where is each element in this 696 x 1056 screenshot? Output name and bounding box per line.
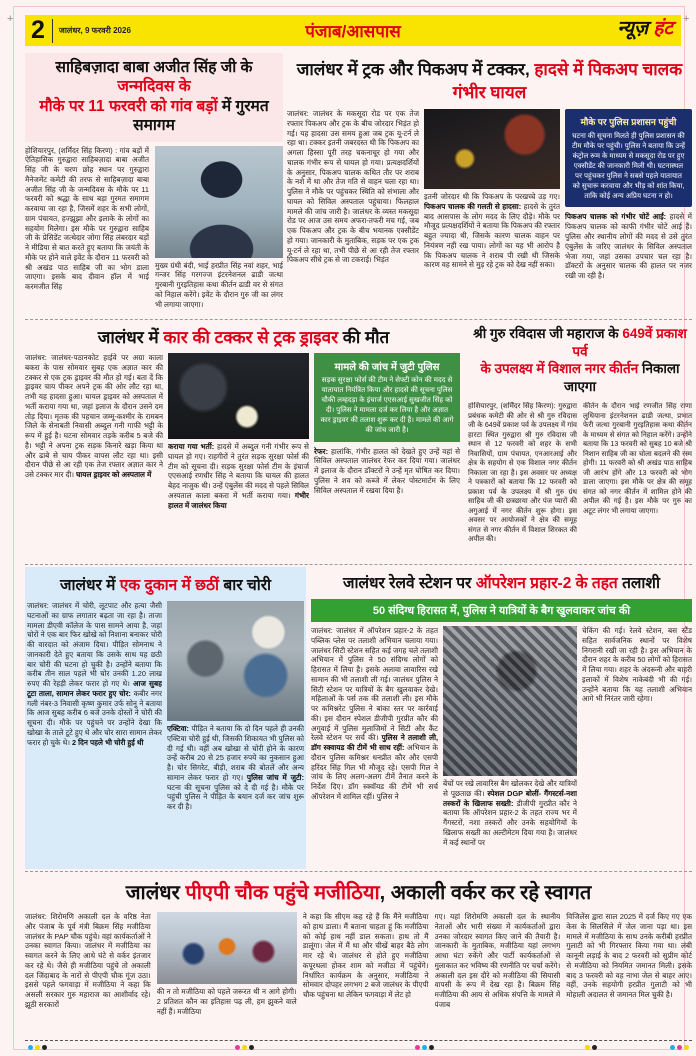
a1-headline-black-2: में गुरमत समागम	[133, 97, 269, 135]
a2-headline-red: हादसे में पिकअप चालक गंभीर घायल	[452, 60, 683, 102]
article-shop-theft	[25, 567, 306, 869]
article-gurmat-samagam	[25, 53, 283, 317]
a1-headline-red-2: मौके पर 11 फरवरी को गांव बड़ों	[39, 97, 222, 115]
registration-marks	[415, 1045, 434, 1050]
a1-body-col2: मुख्य ग्रंथी बंदी, भाई हरप्रीत सिंह नवां शहर, भाई गन्जर सिंह गरगज्ज इंटरनेशनल ढाडी जत्था गुरबानी गुरइतिहास कथा कीर्तन ढाडी वर से संगत को निहाल करेंगे। इवेंट के दौरान गुरु जी का लंगर भी लगाया जाएगा।	[155, 260, 283, 309]
crop-mark-icon: +	[7, 13, 14, 25]
a2-col2-intro: इतनी जोरदार थी कि पिकअप के परखच्चे उड़ गए।	[424, 192, 560, 201]
a7-body-col5: विजिलेंस द्वारा साल 2025 में दर्ज किए गए एक केस के सिलसिले में जेल जाना पड़ा था। इस मामले में मजीठिया के साथ उनके करीबी हरप्रीत गुलाटी को भी गिरफ्तार किया गया था। लंबी कानूनी लड़ाई के बाद 2 फरवरी को सुप्रीम कोर्ट से मजीठिया को नियमित जमानत मिली। इसके बाद 3 फरवरी को वह नाभा जेल से बाहर आए। वहीं, उनके सहयोगी हरप्रीत गुलाटी को भी मोहाली अदालत से जमानत मिल चुकी है।	[566, 912, 692, 1000]
separator	[25, 564, 692, 565]
a3-col1-text: जालंधर: जालंधर-पठानकोट हाईवे पर अग्रा काला बकरा के पास सोमवार सुबह एक अज्ञात कार की टक्कर से एक ट्रक ड्राइवर की मौत हो गई। बता दें कि ड्राइवर चाय पीकर अपने ट्रक की ओर लौट रहा था, तभी यह हादसा हुआ। घायल ड्राइवर को अस्पताल में भर्ती कराया गया था, जहां इलाज के दौरान उसने दम तोड़ दिया। मृतक की पहचान जम्मू-कश्मीर के रामबन जिले के सेनाबती निवासी अब्दुल गनी गाफी भट्टी के रूप में हुई है। घटना सोमवार तड़के करीब 5 बजे की है। भट्टी ने अपना ट्रक सड़क किनारे खड़ा किया था और ढाबे से चाय पीकर वापस लौट रहा था। इसी दौरान पीछे से आ रही एक तेज रफ्तार अज्ञात कार ने उसे टक्कर मार दी।	[25, 353, 163, 480]
a5-headline-black-2: बार चोरी	[219, 577, 272, 594]
a7-headline-black-2: , अकाली वर्कर कर रहे स्वागत	[379, 882, 592, 904]
a2-body-col2	[424, 192, 560, 317]
a4-headline	[468, 322, 692, 400]
a5-headline-black-1: जालंधर में	[59, 577, 120, 594]
a3-investigation-box-text: सड़क सुरक्षा फोर्स की टीम ने सेफ्टी कोन की मदद से यातायात नियंत्रित किया और हादसे की सूचना पुलिस चौकी लम्हदड़ा के इंचार्ज एएसआई सुखजीत सिंह को दी। पुलिस ने मामला दर्ज कर लिया है और अज्ञात कार ड्राइवर की तलाश शुरू कर दी है। मामले की आगे की जांच जारी है।	[320, 376, 454, 434]
masthead-logo	[617, 18, 673, 41]
article-majithia-pap-chowk	[25, 874, 692, 1038]
dateline: जालंधर, 9 फरवरी 2026	[58, 26, 131, 35]
a5-col2-text-2: घटना की सूचना पुलिस को दे दी गई है। मौके पर पहुंची पुलिस ने पीड़ित के बयान दर्ज कर जांच शुरू कर दी है।	[167, 782, 304, 812]
registration-marks	[28, 1045, 47, 1050]
a2-body-col1: जालंधर: जालंधर के मकसूदा रोड पर एक तेज रफ्तार पिकअप और ट्रक के बीच जोरदार भिड़ंत हो गई। यह हादसा उस समय हुआ जब ट्रक यू-टर्न ले रहा था। टक्कर इतनी जबरदस्त थी कि पिकअप का अगला हिस्सा पूरी तरह चकनाचूर हो गया और चालक गंभीर रूप से घायल हो गया। प्रत्यक्षदर्शियों के अनुसार, पिकअप चालक कथित तौर पर शराब के नशे में था और तेज गति से वाहन चला रहा था। पुलिस ने मौके पर पहुंचकर स्थिति को संभाला और घायल को सिविल अस्पताल पहुंचाया। फिलहाल मामले की जांच जारी है। जालंधर के व्यस्त मकसूदा रोड पर आज उस समय अफरा-तफरी मच गई, जब एक पिकअप और ट्रक के बीच भयानक एक्सीडेंट हो गया। जानकारी के मुताबिक, सड़क पर एक ट्रक यू-टर्न ले रहा था, तभी पीछे से आ रही तेज रफ्तार पिकअप सीधे ट्रक से जा टकराई। भिड़ंत	[287, 109, 419, 265]
registration-marks	[585, 1045, 597, 1050]
a5-photo-people	[167, 601, 304, 721]
a3-col2-subhead-1: कराया गया भर्ती:	[168, 442, 215, 451]
a2-police-box	[565, 109, 692, 207]
a1-headline-black-1: साहिबज़ादा बाबा अजीत सिंह जी के	[55, 59, 253, 76]
a7-body-col1: जालंधर: शिरोमणि अकाली दल के वरिष्ठ नेता और पंजाब के पूर्व मंत्री बिक्रम सिंह मजीठिया जालंधर के PAP चौक पहुंचे। वहां कार्यकर्ताओं ने उनका स्वागत किया। जालंधर में मजीठिया का स्वागत करने के लिए आधे घंटे से वर्कर इंतजार कर रहे थे। जैसे ही मजीठिया पहुंचे तो अकाली दल जिंदाबाद के नारों से पीएपी चौक गूंज उठा। इससे पहले फगवाड़ा में मजीठिया ने कहा कि असली सरकार गुरु महाराज का आशीर्वाद रहे। झूठी सरकारों	[25, 912, 151, 1009]
a6-col1-text-2: अभियान के दौरान पुलिस कमिश्नर धनप्रीत कौर और एसपी हरिंदर सिंह गिल भी मौजूद रहे। एसपी गिल ने जांच के लिए अलग-अलग टीमें तैनात करने के निर्देश दिए। डॉग स्क्वॉयड की टीमें भी सर्च ऑपरेशन में शामिल रहीं। पुलिस ने	[311, 743, 438, 802]
a3-headline	[25, 322, 462, 353]
a1-body-col1: होशियारपुर, (शर्मिंदर सिंह किरण) : गांव बड़ों में ऐतिहासिक गुरुद्वारा साहिबज़ादा बाबा अजीत सिंह जी के चरण छोह स्थान पर गुरुद्वारा मैनेजमेंट कमेटी की तरफ से साहिबज़ादा बाबा अजीत सिंह जी के जन्मदिवस के मौके पर 11 फरवरी को श्रद्धा के साथ बड़ा गुरमत समागम करवाया जा रहा है, जिसमें शहर के सभी लोगों, ग्राम पंचायत, हज्झूझा और इलाके के लोगों का सहयोग मिलेगा। इस मौके पर गुरुद्वारा साहिब जी के प्रेसिडेंट जत्थेदार जोगा सिंह लंबरदार बड़ों ने मीडिया से बात करते हुए बताया कि जयंती के मौके पर होने वाले इवेंट के दौरान 11 फरवरी को श्री अखंड पाठ साहिब जी का भोग डाला जाएगा। इसके बाद दीवान हॉल में भाई करमजीत सिंह	[25, 145, 149, 292]
a3-investigation-box	[314, 353, 460, 442]
a5-body-col1	[27, 601, 162, 863]
a1-photo-sikh-man	[155, 146, 283, 258]
a4-headline-black-1: श्री गुरु रविदास जी महाराज के	[473, 326, 623, 341]
a3-body-col2	[168, 442, 309, 554]
a7-headline-red: पीएपी चौक पहुंचे मजीठिया	[185, 882, 380, 904]
a3-photo-night-scene	[168, 353, 309, 439]
a5-col2-subhead-1: एक्टिवा:	[167, 724, 189, 733]
article-operation-prahar	[311, 567, 692, 869]
a4-headline-black-2: निकाला जाएगा	[563, 361, 680, 394]
a5-col2-subhead-2: पुलिस जांच में जुटी:	[246, 772, 304, 782]
masthead-word-red: हंट	[653, 18, 673, 39]
a6-col2-text-1: बेंचों पर रखे लावारिस बैग खोलकर देखे और यात्रियों से पूछताछ की।	[443, 779, 577, 798]
a4-headline-red-2: के उपलक्ष्य में विशाल नगर कीर्तन	[480, 361, 642, 377]
page-number: 2	[31, 16, 45, 44]
a3-body-col3	[314, 447, 460, 531]
a7-body-caption: की न तो मजीठिया को पहले जरूरत थी न आगे होगी। 2 प्रतिशत कौन का इतिहास पढ़ ली, हम झुकने वाले नहीं हैं। मजीठिया	[156, 987, 297, 1016]
a6-headline-black-1: जालंधर रेलवे स्टेशन पर	[342, 575, 476, 592]
a3-headline-black-1: जालंधर में	[97, 328, 164, 347]
a3-col3-subhead: रेफर:	[314, 446, 329, 456]
a2-body-col3	[565, 212, 692, 308]
a1-headline-red-1: जन्मदिवस के	[117, 78, 191, 96]
a2-headline-black: जालंधर में ट्रक और पिकअप में टक्कर,	[296, 60, 535, 79]
a5-body-col2	[167, 724, 304, 862]
a3-col2-text: हादसे में अब्दुल गनी गंभीर रूप से घायल हो गए। राहगीरों ने तुरंत सड़क सुरक्षा फोर्स की टीम को सूचना दी। सड़क सुरक्षा फोर्स टीम के इंचार्ज एएसआई रणधीर सिंह ने बताया कि घायल की हालत बेहद नाजुक थी। उन्हें एंबुलेंस की मदद से पहले सिविल अस्पताल काला बकरा में भर्ती कराया गया।	[168, 442, 309, 500]
a7-body-col3: ने कहा कि सीएम कह रहे हैं कि मैंने मजीठिया को हाथ डाला। मैं बताना चाहता हूं कि मजीठिया को कोई हाथ नहीं डाल सकता। हाथ तो मैं डालूंगा। जेल में मैं था और चीखें बाहर बैठे लोग मार रहे थे। जालंधर से होते हुए मजीठिया कपूरथला होकर शाम को मजीठा में पहुंचेंगे। निर्धारित कार्यक्रम के अनुसार, मजीठिया ने सोमवार दोपहर लगभग 2 बजे जालंधर के पीएपी चौक पहुंचना था लेकिन फगवाड़ा में लेट हो	[302, 912, 429, 1000]
a6-col2-text-2: डीजीपी गुरप्रीत कौर ने बताया कि ऑपरेशन प्रहार-2 के तहत राज्य भर में गैंगस्टरों, नशा तस्करों और उनके सहयोगियों के खिलाफ सख्ती का अल्टीमेटम दिया गया है। जालंधर में कई स्थानों पर	[443, 798, 577, 847]
a6-headline-red: ऑपरेशन प्रहार-2 के तहत	[475, 575, 618, 592]
a2-col3-subhead: पिकअप चालक को गंभीर चोटें आईं:	[565, 212, 667, 222]
a6-body-col2	[443, 779, 577, 867]
a5-col2-text-1: पीड़ित ने बताया कि दो दिन पहले ही उनकी एक्टिवा चोरी हुई थी, जिसकी शिकायत भी पुलिस को दी गई थी। वहीं अब खोखा से चोरी होने के कारण उन्हें करीब 20 से 25 हजार रुपये का नुकसान हुआ है। चोर सिगरेट, बीड़ी, शराब की बोतलें और अन्य सामान लेकर फरार हो गए।	[167, 724, 304, 782]
a3-body-col1	[25, 353, 163, 557]
a2-photo-crash-scene	[424, 109, 560, 189]
a3-investigation-box-title: मामले की जांच में जुटी पुलिस	[334, 362, 440, 373]
a2-col2-text: हादसे के तुरंत बाद आसपास के लोग मदद के लिए दौड़े। मौके पर मौजूद प्रत्यक्षदर्शियों ने बताया कि पिकअप की रफ्तार बहुत ज्यादा थी, जिसके कारण चालक वाहन पर नियंत्रण नहीं रख पाया। लोगों का यह भी आरोप है कि पिकअप चालक ने शराब पी रखी थी जिसके कारण वह सामने से मुड़ रहे ट्रक को देख नहीं सका।	[424, 201, 560, 270]
a2-police-box-text: घटना की सूचना मिलते ही पुलिस प्रशासन की टीम मौके पर पहुंची। पुलिस ने बताया कि उन्हें कंट्रोल रूम के माध्यम से मकसूदा रोड पर हुए एक्सीडेंट की जानकारी मिली थी। घटनास्थल पर पहुंचकर पुलिस ने सबसे पहले यातायात को सुचारू करवाया और भीड़ को शांत किया, ताकि कोई अन्य अप्रिय घटना न हो।	[571, 132, 686, 200]
a6-photo-station-search	[443, 626, 577, 776]
a5-col1-subhead-1: आज सुबह टूटा ताला, सामान लेकर फरार हुए चोर:	[27, 679, 162, 698]
registration-marks	[235, 1045, 254, 1050]
a5-col1-subhead-2: 2 दिन पहले भी चोरी हुई थी	[72, 737, 144, 747]
article-nagar-kirtan	[468, 322, 692, 562]
a6-col1-subhead: पुलिस ने तलाशी ली, डॉग स्क्वायड की टीमें भी साथ रहीं:	[311, 733, 438, 753]
a5-headline-red: एक दुकान में छठीं	[119, 577, 220, 594]
a3-headline-red: कार की टक्कर से ट्रक ड्राइवर	[163, 328, 339, 347]
a6-subheadline-bar: 50 संदिग्ध हिरासत में, पुलिस ने यात्रियों के बैग खुलवाकर जांच की	[311, 599, 692, 622]
a6-headline-black-2: तलाशी	[617, 575, 660, 592]
article-truck-driver-death	[25, 322, 462, 562]
a3-col2-subhead-2: गंभीर हालत में जालंधर किया	[168, 490, 309, 510]
section-title: पंजाब/आसपास	[305, 22, 401, 41]
a3-col1-subhead: घायल ड्राइवर को अस्पताल में	[76, 470, 152, 480]
article-truck-pickup-collision	[287, 53, 692, 317]
a3-headline-black-2: की मौत	[338, 328, 390, 347]
a5-col1-text-1: जालंधर: जालंधर में चोरी, लूटपाट और हत्या जैसी घटनाओं का ग्राफ लगातार बढ़ता जा रहा है। ताजा मामला डीएवी कॉलेज के पास सामने आया है, जहां चोरों ने एक बार फिर खोखे को निशाना बनाकर चोरी की वारदात को अंजाम दिया। पीड़ित सोमनाथ ने जानकारी देते हुए बताया कि उसके साथ यह छठी बार चोरी की घटना हो चुकी है। उन्होंने बताया कि करीब तीन साल पहले भी चोर उनकी 1.20 लाख रुपए की रेहड़ी लेकर फरार हो गए थे।	[27, 601, 162, 689]
a3-col3-text: हालांकि, गंभीर हालत को देखते हुए उन्हें वहां से सिविल अस्पताल जालंधर रेफर कर दिया गया। जालंधर में इलाज के दौरान डॉक्टरों ने उन्हें मृत घोषित कर दिया। पुलिस ने शव को कब्जे में लेकर पोस्टमार्टम के लिए सिविल अस्पताल में रखवा दिया है।	[314, 446, 460, 495]
a7-headline	[25, 874, 692, 912]
a6-body-col1	[311, 626, 438, 868]
registration-marks	[670, 1045, 689, 1050]
a4-body-col2: कीर्तन के दौरान भाई रणजीत सिंह राणा लुधियाना इंटरनेशनल ढाडी जत्था, प्रभात फेरी जत्था गुरबानी गुरइतिहास कथा कीर्तन के माध्यम से संगत को निहाल करेंगे। उन्होंने बताया कि 13 फरवरी को सुबह 10 बजे श्री निशान साहिब जी का चोला बदलने की रस्म होगी। 11 फरवरी को श्री अखंड पाठ साहिब जी आरंभ होंगे और 13 फरवरी को भोग डाला जाएगा। इस मौके पर क्षेत्र की समूह संगत को नगर कीर्तन में शामिल होने की अपील की गई है। इस मौके पर गुरु का अटूट लंगर भी लगाया जाएगा।	[583, 402, 692, 515]
a2-police-box-title: मौके पर पुलिस प्रशासन पहुंची	[580, 117, 677, 127]
header-divider	[52, 19, 53, 43]
a5-headline	[25, 567, 306, 601]
a6-col1-text-1: जालंधर: जालंधर में ऑपरेशन प्रहार-2 के तहत पब्लिक प्लेस पर तलाशी अभियान चलाया गया। जालंधर सिटी स्टेशन सहित कई जगह चले तलाशी अभियान में पुलिस ने 50 संदिग्ध लोगों को हिरासत में लिया है। इसके अलावा लावारिस रखे सामान की भी तलाशी ली गई। जालंधर पुलिस ने सिटी स्टेशन पर यात्रियों के बैग खुलवाकर देखे। महिलाओं के पर्स तक की तलाशी ली। इस मौके पर कमिश्नरेट पुलिस ने बांका स्तर पर कार्रवाई की। इस दौरान स्पेशल डीजीपी गुरप्रीत कौर की अगुवाई में पुलिस मुलाजिमों ने सिटी और कैंट रेलवे स्टेशन पर सर्च की।	[311, 626, 438, 743]
a5-col1-text-2: कबीर नगर गली नंबर-3 निवासी कृष्ण कुमार उर्फ सोनू ने बताया कि आज सुबह करीब 6 बजे उनके दोस्तों ने चोरी की सूचना दी। मौके पर पहुंचने पर उन्होंने देखा कि खोखा के ताले टूटे हुए थे और चोर सारा सामान लेकर फरार हो चुके थे।	[27, 688, 162, 747]
crop-mark-icon: +	[683, 13, 690, 25]
a4-body-col1: होशियारपुर, (शर्मिंदर सिंह किरण): गुरुद्वारा प्रबंधक कमेटी की ओर से श्री गुरु रविदास जी के 649वें प्रकाश पर्व के उपलक्ष्य में गांव हारटा स्थित गुरुद्वारा श्री गुरु रविदास जी स्थान से 12 फरवरी को शहर के सभी निवासियों, ग्राम पंचायत, एनआरआई और क्षेत्र के सहयोग से एक विशाल नगर कीर्तन निकाला जा रहा है। इस अवसर पर अध्यक्ष ने पत्रकारों को बताया कि 12 फरवरी को प्रकाश पर्व के उपलक्ष्य में श्री गुरु ग्रंथ साहिब जी की छत्रछाया और पंज प्यारों की अगुआई में नगर कीर्तन शुरू होगा। इस अवसर पर आयोजकों ने क्षेत्र की समूह संगत से नगर कीर्तन में विशाल शिरकत की अपील की।	[468, 402, 577, 544]
a6-col2-subhead: स्पेशल DGP बोलीं- गैंगस्टर्स-नशा तस्करों के खिलाफ सख्ती:	[443, 788, 577, 808]
a7-headline-black-1: जालंधर	[125, 882, 186, 904]
a4-headline-red-1: 649वें प्रकाश पर्व	[572, 326, 687, 359]
a2-headline	[287, 53, 692, 109]
masthead-word-black: न्यूज़	[617, 18, 649, 39]
a7-body-col4: गए। यहां शिरोमणि अकाली दल के स्थानीय नेताओं और भारी संख्या में कार्यकर्ताओं द्वारा उनका जोरदार स्वागत किए जाने की तैयारी है। जानकारी के मुताबिक, मजीठिया यहां लगभग आधा घंटा रुकेंगे और पार्टी कार्यकर्ताओं से मुलाकात कर भविष्य की रणनीति पर चर्चा करेंगे। अकाली दल इस दौरे को मजीठिया की सियासी वापसी के रूप में देख रहा है। बिक्रम सिंह मजीठिया की आय से अधिक संपत्ति के मामले में पंजाब	[434, 912, 561, 1009]
bottom-separator	[25, 1040, 692, 1041]
a1-headline	[25, 53, 283, 142]
a6-body-col3: चेकिंग की गई। रेलवे स्टेशन, बस स्टैंड सहित सार्वजनिक स्थानों पर विशेष निगरानी रखी जा रही है। इस अभियान के दौरान शहर के करीब 50 लोगों को हिरासत में लिया गया। शहर के अंदरूनी और बाहरी इलाकों में विशेष नाकेबंदी भी की गई। उन्होंने बताया कि यह तलाशी अभियान आगे भी निरंतर जारी रहेगा।	[582, 626, 692, 704]
a2-col2-subhead: पिकअप चालक की गलती से हादसा:	[424, 201, 522, 211]
a6-headline	[311, 567, 692, 597]
page-header	[25, 15, 681, 46]
separator	[25, 319, 692, 320]
a2-col3-text: हादसे में पिकअप चालक को काफी गंभीर चोटें आई हैं। पुलिस और स्थानीय लोगों की मदद से उसे तुरंत एंबुलेंस के जरिए जालंधर के सिविल अस्पताल भेजा गया, जहां उसका उपचार चल रहा है। डॉक्टरों के अनुसार चालक की हालत पर नजर रखी जा रही है।	[565, 212, 692, 281]
a7-photo-crowd-welcome	[157, 912, 297, 984]
separator	[25, 871, 692, 872]
